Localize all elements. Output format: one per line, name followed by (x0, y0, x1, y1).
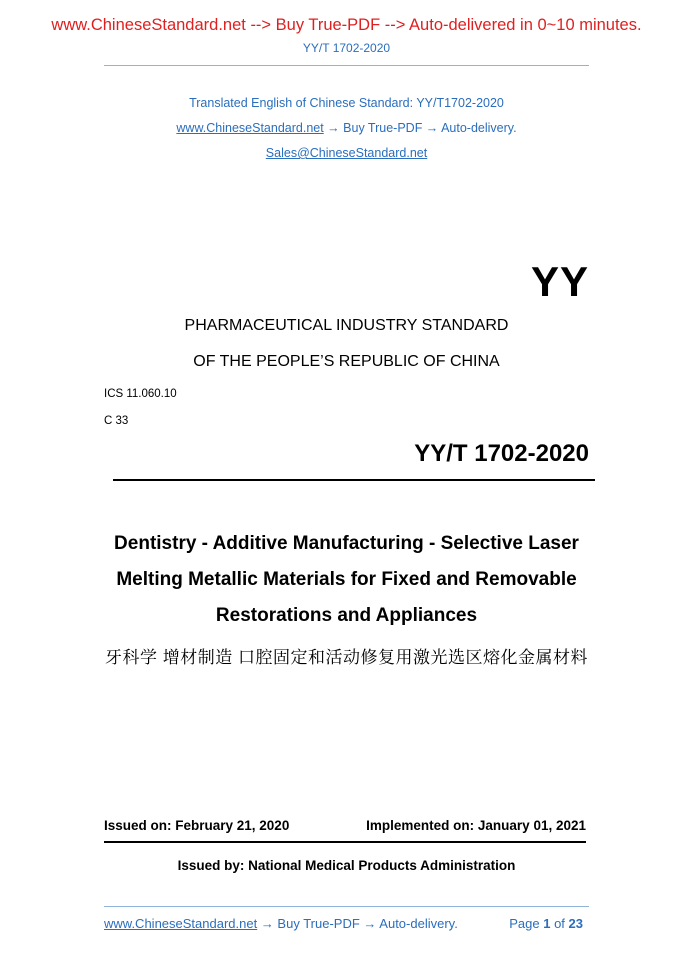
buy-line-text: → Buy True-PDF → Auto-delivery. (323, 121, 517, 135)
footer-divider (104, 906, 589, 907)
email-link[interactable]: Sales@ChineseStandard.net (265, 146, 428, 160)
footer-buy-text: → Buy True-PDF → Auto-delivery. (257, 916, 458, 931)
page-number: 1 (543, 916, 551, 931)
issued-on: Issued on: February 21, 2020 (104, 818, 290, 833)
category-mark: YY (530, 258, 589, 305)
page-label: Page (509, 916, 544, 931)
industry-line-2: OF THE PEOPLE’S REPUBLIC OF CHINA (193, 353, 500, 370)
issued-by: Issued by: National Medical Products Administration (177, 858, 516, 873)
ccs-code: C 33 (104, 415, 129, 427)
page-indicator (509, 916, 583, 931)
translation-note: Translated English of Chinese Standard: YY/T1702-2020 (189, 96, 504, 110)
header-divider (104, 65, 589, 66)
header-standard-code: YY/T 1702-2020 (302, 41, 391, 55)
standard-code: YY/T 1702-2020 (414, 440, 589, 467)
ics-code: ICS 11.060.10 (104, 388, 177, 400)
promo-banner[interactable]: www.ChineseStandard.net --> Buy True-PDF --> Auto-delivered in 0~10 minutes. (51, 16, 642, 34)
buy-line (0, 121, 693, 135)
email-line (0, 146, 693, 160)
implemented-on: Implemented on: January 01, 2021 (366, 818, 586, 833)
dates-divider (104, 841, 586, 843)
code-underline (113, 479, 595, 481)
title-line-3: Restorations and Appliances (215, 605, 478, 626)
footer-website-link[interactable]: www.ChineseStandard.net (104, 916, 258, 931)
page-total: 23 (568, 916, 583, 931)
website-link[interactable]: www.ChineseStandard.net (176, 121, 324, 135)
industry-line-1: PHARMACEUTICAL INDUSTRY STANDARD (184, 317, 509, 334)
chinese-title: 牙科学 增材制造 口腔固定和活动修复用激光选区熔化金属材料 (105, 648, 588, 667)
footer-buy-line (104, 916, 458, 931)
title-line-2: Melting Metallic Materials for Fixed and Removable (116, 569, 577, 590)
title-line-1: Dentistry - Additive Manufacturing - Selective Laser (114, 533, 579, 554)
of-label: of (550, 916, 569, 931)
